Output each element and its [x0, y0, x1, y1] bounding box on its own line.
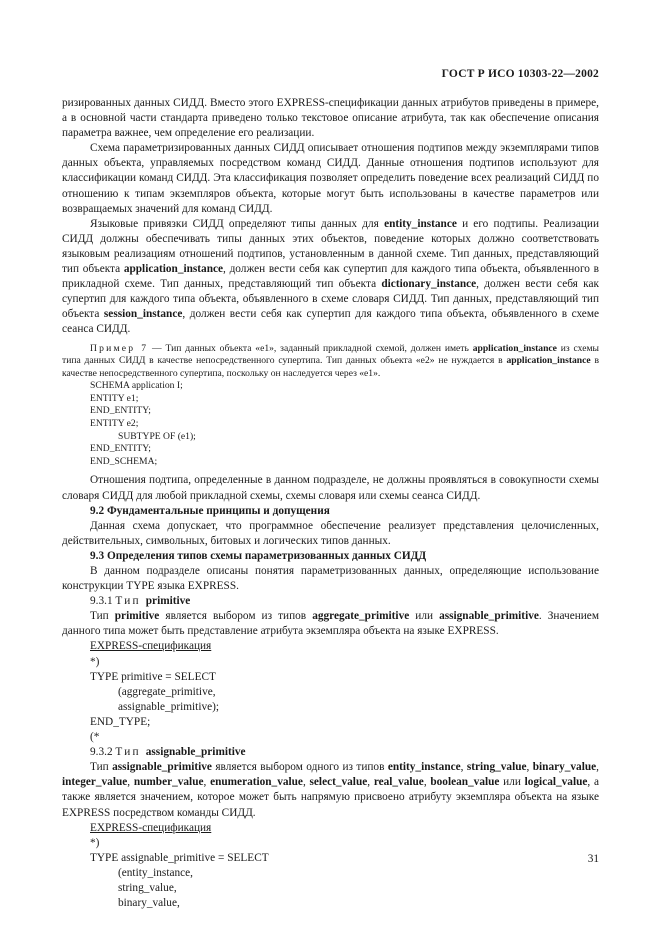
paragraph: Языковые привязки СИДД определяют типы данных для entity_instance и его подтипы. Реализации СИДД должны обеспечивать типы данных этих объектов, поведение которых должно соответствовать языковым реализациям отношений подтипов, установленным в данной схеме. Тип данных, представляющий тип объекта application_instance, должен вести себя как супертип для каждого типа объекта, объявленного в прикладной схеме. Тип данных, представляющий тип объекта dictionary_instance, должен вести себя как супертип для каждого типа объекта, объявленного в схеме словаря СИДД. Тип данных, представляющий тип объекта session_instance, должен вести себя как супертип для каждого типа объекта, объявленного в схеме сеанса СИДД. [62, 217, 599, 336]
express-spec-label: EXPRESS-спецификация [90, 821, 212, 834]
paragraph: Тип assignable_primitive является выбором одного из типов entity_instance, string_value, binary_value, integer_value, number_value, enumeration_value, select_value, real_value, boolean_value или logical_value, а также является значением, которое может быть напрямую присвоено атрибуту экземпляра объекта на языке EXPRESS посредством команды СИДД. [62, 761, 599, 819]
page-header: ГОСТ Р ИСО 10303-22—2002 [441, 68, 599, 80]
section-heading: 9.3 Определения типов схемы параметризованных данных СИДД [90, 549, 427, 562]
code-block: SCHEMA application I; ENTITY e1; END_ENTITY; ENTITY e2; SUBTYPE OF (e1); END_ENTITY; END_SCHEMA; [90, 380, 196, 467]
page-body [62, 96, 599, 911]
paragraph: Тип primitive является выбором из типов aggregate_primitive или assignable_primitive. Значением данного типа может быть представление атрибута экземпляра объекта на языке EXPRESS. [62, 610, 599, 638]
code-block: EXPRESS-спецификация *) TYPE primitive = SELECT (aggregate_primitive, assignable_primitive); END_TYPE; (* [62, 639, 599, 745]
paragraph: Отношения подтипа, определенные в данном подразделе, не должны проявляться в совокупности схемы словаря СИДД для любой прикладной схемы, схемы словаря или схемы сеанса СИДД. [62, 474, 599, 502]
page-number: 31 [587, 853, 599, 865]
section-heading: 9.2 Фундаментальные принципы и допущения [90, 504, 330, 517]
paragraph: Схема параметризированных данных СИДД описывает отношения подтипов между экземплярами типов данных объекта, управляемых посредством команд СИДД. Данные отношения подтипов используют для классификации команд СИДД. Эта классификация позволяет определить поведение всех реализаций СИДД по отношению к типам экземпляров объекта, которые могут быть использованы в качестве параметров или возвращаемых значений для команд СИДД. [62, 142, 599, 215]
paragraph: ризированных данных СИДД. Вместо этого EXPRESS-спецификации данных атрибутов приведены в примере, а в основной части стандарта приведено только текстовое описание атрибута, так как обеспечение описания параметра важнее, чем определение его реализации. [62, 97, 599, 140]
subsection-heading: 9.3.1 Тип primitive [90, 595, 191, 608]
example-note: Пример 7 — Тип данных объекта «e1», заданный прикладной схемой, должен иметь application_instance из схемы типа данных СИДД в качестве непосредственного супертипа. Тип данных объекта «e2» не нуждается в application_instance в качестве непосредственного супертипа, поскольку он наследуется через «e1». [62, 342, 599, 379]
express-spec-label: EXPRESS-спецификация [90, 640, 212, 653]
paragraph: Данная схема допускает, что программное обеспечение реализует представления целочисленных, действительных, символьных, битовых и логических типов данных. [62, 519, 599, 547]
paragraph: В данном подразделе описаны понятия параметризованных данных, определяющие использование конструкции TYPE языка EXPRESS. [62, 565, 599, 593]
code-block: EXPRESS-спецификация *) TYPE assignable_primitive = SELECT (entity_instance, string_value, binary_value, [62, 821, 599, 912]
subsection-heading: 9.3.2 Тип assignable_primitive [90, 746, 246, 759]
